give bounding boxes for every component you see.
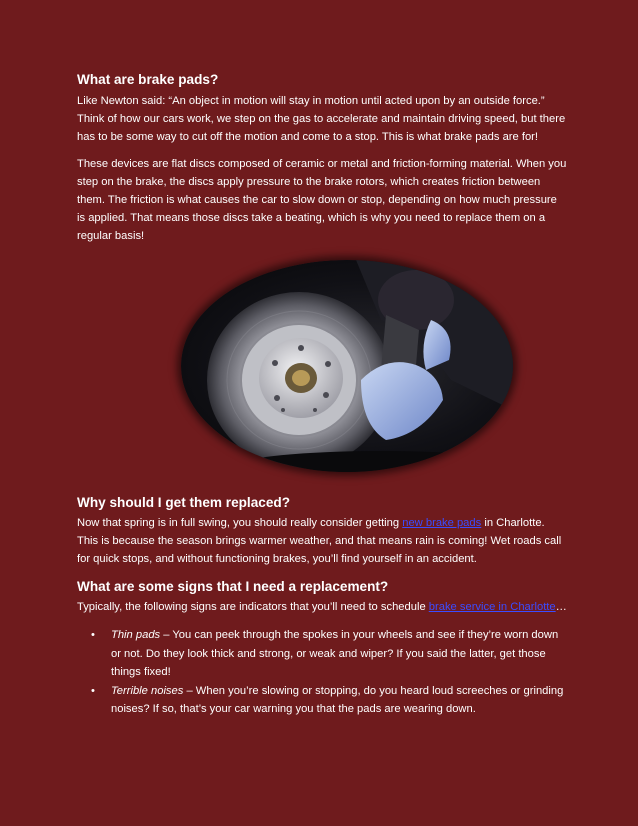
bullet-icon: • [91, 685, 95, 698]
paragraph-signs [77, 598, 567, 616]
brake-service-link[interactable]: brake service in Charlotte [428, 601, 556, 614]
document-page [77, 71, 567, 719]
brake-rotor-illustration [181, 260, 513, 472]
bullet-title: Thin pads [111, 629, 161, 642]
brake-rotor-photo [181, 260, 513, 472]
signs-list [77, 626, 567, 718]
list-item [91, 626, 567, 681]
why-text-1: Now that spring is in full swing, you should really consider getting [77, 516, 403, 529]
paragraph-why-replace [77, 514, 567, 569]
new-brake-pads-link[interactable]: new brake pads [402, 516, 482, 529]
why-text-2: in Charlotte. This is because the season brings warmer weather, and that means rain is coming! Wet roads call for quick stops, and without functioning brakes, you’ll find yourself in an accident. [77, 516, 562, 566]
signs-text-2: … [555, 601, 567, 614]
heading-signs: What are some signs that I need a replacement? [77, 579, 389, 595]
heading-why-replace: Why should I get them replaced? [77, 494, 290, 510]
paragraph-newton: Like Newton said: “An object in motion will stay in motion until acted upon by an outside force.” Think of how our cars work, we step on the gas to accelerate and maintain driving speed, but there has to be some way to cut off the motion and come to a stop. This is what brake pads are for! [77, 95, 566, 144]
list-item [91, 682, 567, 718]
paragraph-discs: These devices are flat discs composed of ceramic or metal and friction-forming material. When you step on the brake, the discs apply pressure to the brake rotors, which creates friction between them. The friction is what causes the car to slow down or stop, depending on how much pressure is applied. That means those discs take a beating, which is why you need to replace them on a regular basis! [77, 157, 567, 243]
bullet-text: – When you’re slowing or stopping, do you heard loud screeches or grinding noises? If so, that’s your car warning you that the pads are wearing down. [111, 685, 564, 716]
heading-brake-pads: What are brake pads? [77, 72, 219, 87]
signs-text-1: Typically, the following signs are indicators that you’ll need to schedule [77, 601, 429, 614]
bullet-title: Terrible noises [111, 685, 184, 698]
bullet-text: – You can peek through the spokes in your wheels and see if they’re worn down or not. Do they look thick and strong, or weak and wiper? If you said the latter, get those things fixed! [111, 629, 559, 678]
bullet-icon: • [91, 629, 95, 642]
